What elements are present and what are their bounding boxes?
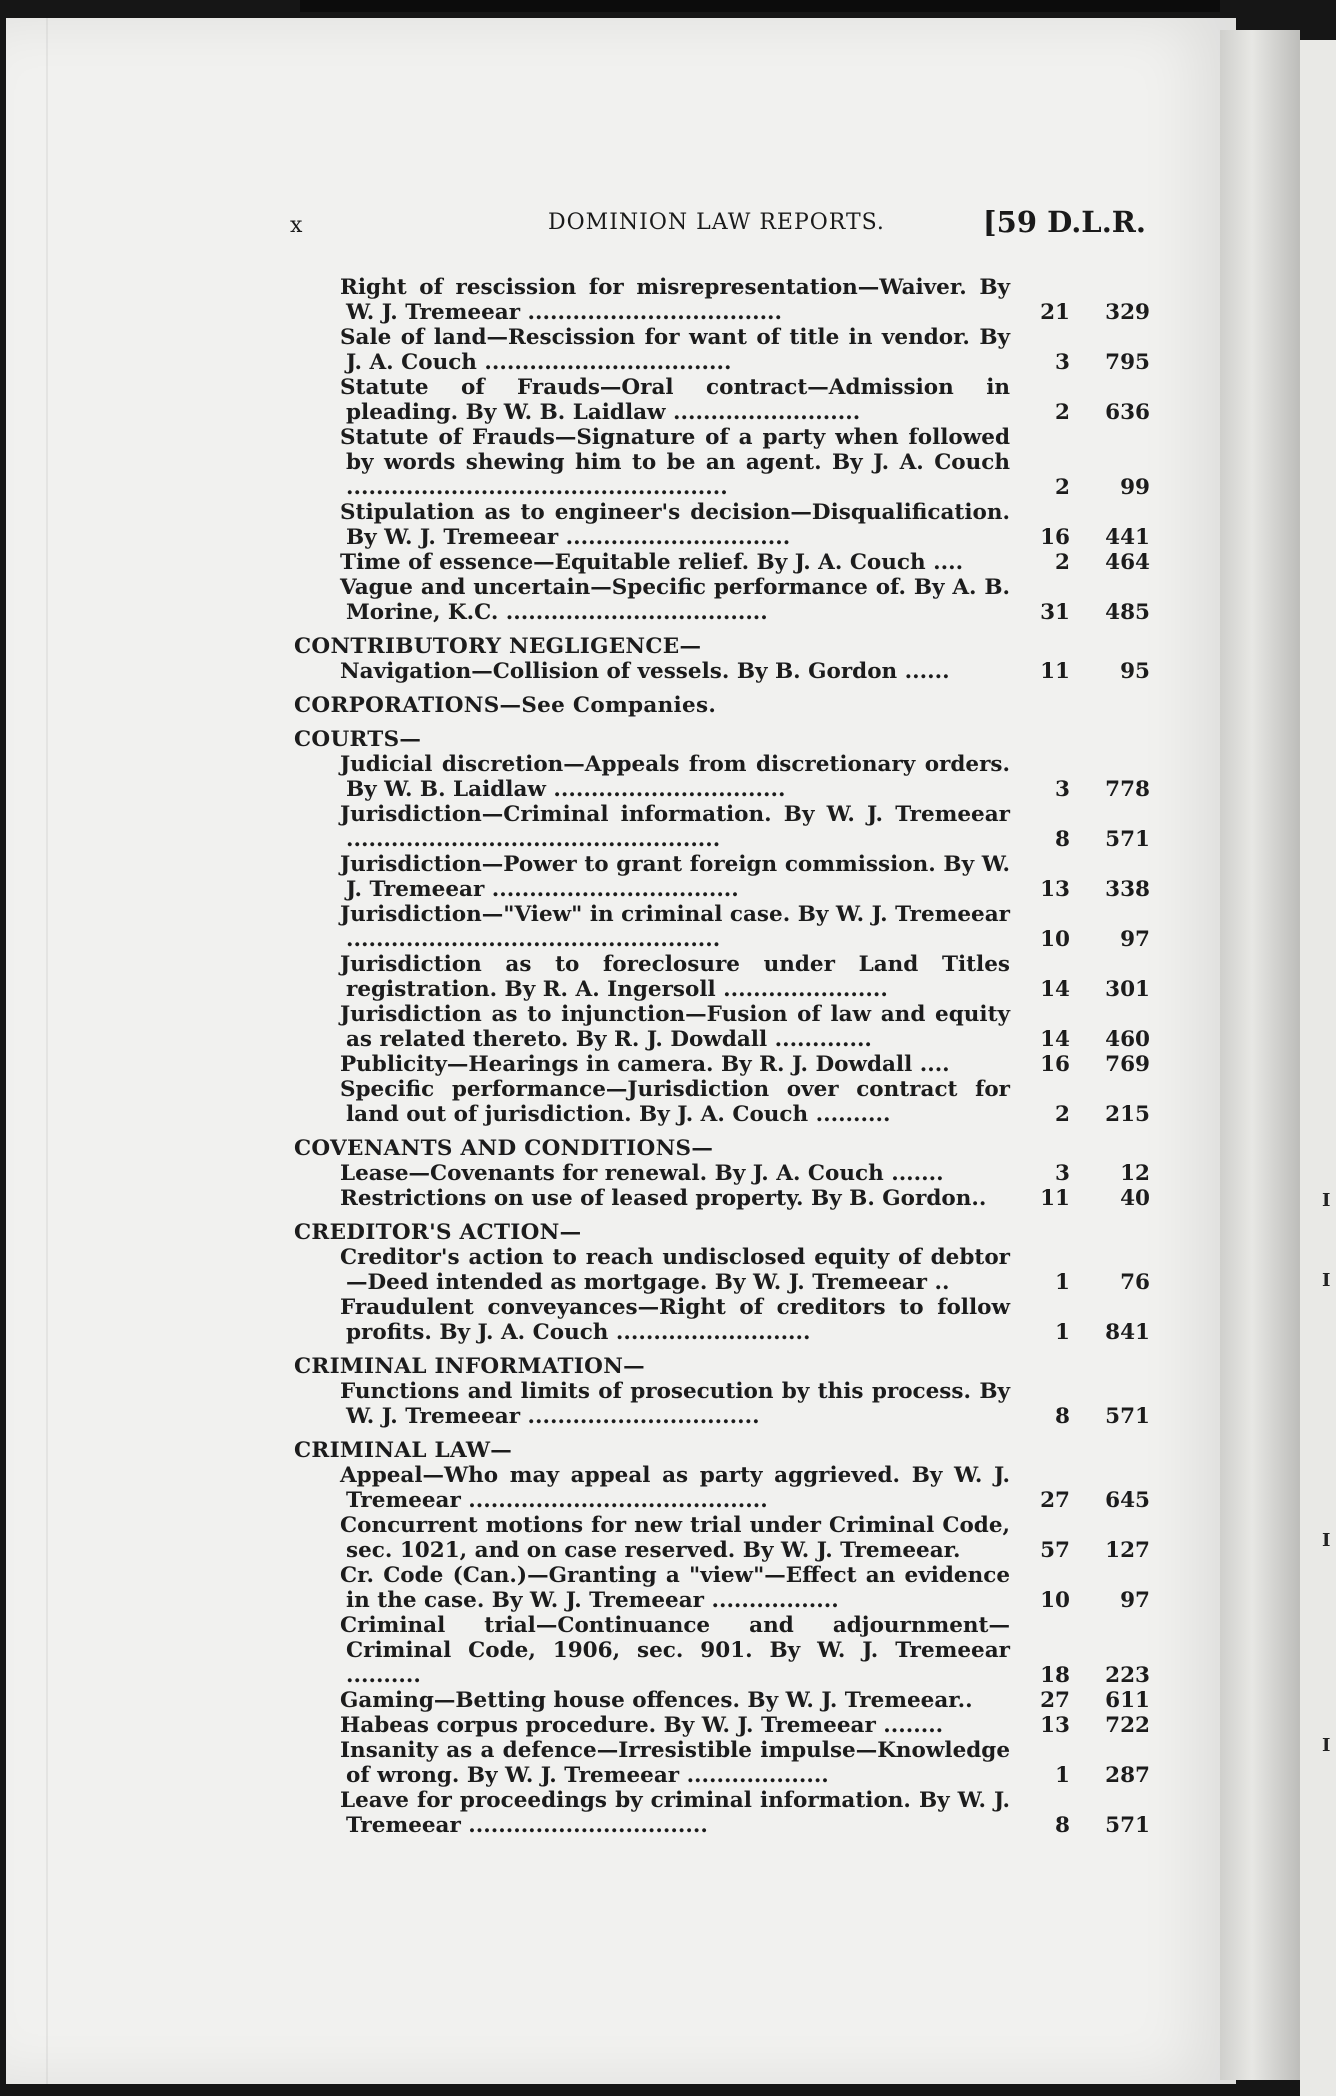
entry-text: Judicial discretion—Appeals from discretionary orders. By W. B. Laidlaw ............................... [340, 752, 1010, 802]
entry-text: Appeal—Who may appeal as party aggrieved. By W. J. Tremeear ........................................ [340, 1463, 1010, 1513]
index-entry [290, 375, 1150, 425]
entry-page: 485 [1105, 600, 1150, 625]
entry-text: Vague and uncertain—Specific performance of. By A. B. Morine, K.C. ................................... [340, 575, 1010, 625]
entry-volume: 2 [1055, 1102, 1070, 1127]
page-edge-shade [46, 18, 48, 2084]
entry-text: Fraudulent conveyances—Right of creditors to follow profits. By J. A. Couch .......................... [340, 1295, 1010, 1345]
index-entry [290, 1245, 1150, 1295]
entry-text: Jurisdiction—Criminal information. By W. J. Tremeear .................................................. [340, 802, 1010, 852]
index-entry [290, 1788, 1150, 1838]
index-entry [290, 1513, 1150, 1563]
entry-page: 645 [1105, 1488, 1150, 1513]
facing-page-letter: I [1322, 1270, 1331, 1291]
index-heading: COVENANTS AND CONDITIONS— [294, 1136, 714, 1161]
entry-text: Publicity—Hearings in camera. By R. J. Dowdall .... [340, 1052, 950, 1077]
index-heading: COURTS— [294, 727, 422, 752]
entry-volume: 3 [1055, 350, 1070, 375]
entry-volume: 2 [1055, 400, 1070, 425]
entry-text: Functions and limits of prosecution by this process. By W. J. Tremeear ............................... [340, 1379, 1010, 1429]
facing-page-edge [1300, 40, 1336, 2096]
index-entry [290, 1077, 1150, 1127]
entry-page: 99 [1120, 475, 1150, 500]
entry-page: 769 [1105, 1052, 1150, 1077]
entry-volume: 13 [1040, 877, 1070, 902]
entry-volume: 2 [1055, 550, 1070, 575]
entry-text: Concurrent motions for new trial under Criminal Code, sec. 1021, and on case reserved. By W. J. Tremeear. [340, 1513, 1010, 1563]
entry-text: Jurisdiction—"View" in criminal case. By W. J. Tremeear .................................................. [340, 902, 1010, 952]
entry-page: 338 [1105, 877, 1150, 902]
running-title: DOMINION LAW REPORTS. [548, 210, 885, 235]
facing-page-letter: I [1322, 1190, 1331, 1211]
entry-text: Stipulation as to engineer's decision—Disqualification. By W. J. Tremeear .............................. [340, 500, 1010, 550]
entry-volume: 57 [1040, 1538, 1070, 1563]
entry-volume: 2 [1055, 475, 1070, 500]
index-entry [290, 1379, 1150, 1429]
page-header [290, 205, 1146, 245]
index-entry [290, 550, 1150, 575]
entry-text: Restrictions on use of leased property. By B. Gordon.. [340, 1186, 987, 1211]
index-heading: CRIMINAL INFORMATION— [294, 1354, 645, 1379]
facing-page-letter: I [1322, 1735, 1331, 1756]
index-entry [290, 425, 1150, 500]
entry-page: 127 [1105, 1538, 1150, 1563]
index-entry [290, 659, 1150, 684]
index-entry [290, 1295, 1150, 1345]
index-entry [290, 802, 1150, 852]
entry-page: 722 [1105, 1713, 1150, 1738]
index-entry [290, 275, 1150, 325]
index-entries [290, 275, 1150, 1838]
index-entry [290, 852, 1150, 902]
entry-volume: 8 [1055, 827, 1070, 852]
entry-page: 441 [1105, 525, 1150, 550]
facing-page-letter: I [1322, 1530, 1331, 1551]
entry-page: 40 [1120, 1186, 1150, 1211]
entry-page: 76 [1120, 1270, 1150, 1295]
entry-text: Right of rescission for misrepresentation—Waiver. By W. J. Tremeear .................................. [340, 275, 1010, 325]
page-folio: x [290, 213, 303, 238]
entry-page: 223 [1105, 1663, 1150, 1688]
entry-page: 611 [1105, 1688, 1150, 1713]
index-entry [290, 1002, 1150, 1052]
index-entry [290, 1613, 1150, 1688]
index-entry [290, 1563, 1150, 1613]
entry-page: 12 [1120, 1161, 1150, 1186]
entry-page: 97 [1120, 927, 1150, 952]
entry-volume: 14 [1040, 977, 1070, 1002]
entry-volume: 1 [1055, 1320, 1070, 1345]
entry-volume: 10 [1040, 927, 1070, 952]
entry-page: 571 [1105, 1813, 1150, 1838]
index-entry [290, 1713, 1150, 1738]
entry-volume: 27 [1040, 1688, 1070, 1713]
entry-volume: 3 [1055, 777, 1070, 802]
index-entry [290, 1738, 1150, 1788]
index-heading: CONTRIBUTORY NEGLIGENCE— [294, 634, 702, 659]
entry-page: 841 [1105, 1320, 1150, 1345]
index-entry [290, 325, 1150, 375]
entry-page: 795 [1105, 350, 1150, 375]
entry-volume: 16 [1040, 1052, 1070, 1077]
entry-text: Time of essence—Equitable relief. By J. A. Couch .... [340, 550, 964, 575]
entry-text: Jurisdiction—Power to grant foreign commission. By W. J. Tremeear ................................. [340, 852, 1010, 902]
index-entry [290, 1463, 1150, 1513]
entry-text: Statute of Frauds—Oral contract—Admission in pleading. By W. B. Laidlaw ......................... [340, 375, 1010, 425]
entry-text: Criminal trial—Continuance and adjournment—Criminal Code, 1906, sec. 901. By W. J. Tremeear .......... [340, 1613, 1010, 1688]
entry-text: Navigation—Collision of vessels. By B. Gordon ...... [340, 659, 950, 684]
entry-volume: 16 [1040, 525, 1070, 550]
volume-label: [59 D.L.R. [982, 205, 1146, 239]
entry-volume: 21 [1040, 300, 1070, 325]
entry-text: Jurisdiction as to injunction—Fusion of law and equity as related thereto. By R. J. Dowdall ............. [340, 1002, 1010, 1052]
entry-page: 571 [1105, 827, 1150, 852]
index-heading: CREDITOR'S ACTION— [294, 1220, 582, 1245]
index-entry [290, 1186, 1150, 1211]
entry-page: 464 [1105, 550, 1150, 575]
index-entry [290, 1161, 1150, 1186]
entry-page: 571 [1105, 1404, 1150, 1429]
entry-text: Lease—Covenants for renewal. By J. A. Couch ....... [340, 1161, 944, 1186]
entry-text: Sale of land—Rescission for want of title in vendor. By J. A. Couch ................................. [340, 325, 1010, 375]
entry-volume: 8 [1055, 1813, 1070, 1838]
entry-page: 329 [1105, 300, 1150, 325]
entry-page: 460 [1105, 1027, 1150, 1052]
entry-volume: 1 [1055, 1763, 1070, 1788]
gutter-shadow [1220, 30, 1300, 2080]
entry-volume: 8 [1055, 1404, 1070, 1429]
index-entry [290, 575, 1150, 625]
entry-page: 215 [1105, 1102, 1150, 1127]
entry-page: 95 [1120, 659, 1150, 684]
entry-text: Leave for proceedings by criminal information. By W. J. Tremeear ................................ [340, 1788, 1010, 1838]
index-entry [290, 1052, 1150, 1077]
entry-volume: 1 [1055, 1270, 1070, 1295]
entry-volume: 27 [1040, 1488, 1070, 1513]
entry-volume: 13 [1040, 1713, 1070, 1738]
entry-text: Jurisdiction as to foreclosure under Land Titles registration. By R. A. Ingersoll ...................... [340, 952, 1010, 1002]
index-entry [290, 952, 1150, 1002]
entry-text: Insanity as a defence—Irresistible impulse—Knowledge of wrong. By W. J. Tremeear ................... [340, 1738, 1010, 1788]
entry-volume: 11 [1040, 1186, 1070, 1211]
entry-text: Gaming—Betting house offences. By W. J. Tremeear.. [340, 1688, 973, 1713]
entry-volume: 11 [1040, 659, 1070, 684]
index-entry [290, 500, 1150, 550]
entry-text: Habeas corpus procedure. By W. J. Tremeear ........ [340, 1713, 944, 1738]
entry-page: 636 [1105, 400, 1150, 425]
entry-volume: 18 [1040, 1663, 1070, 1688]
entry-page: 97 [1120, 1588, 1150, 1613]
index-entry [290, 752, 1150, 802]
entry-volume: 10 [1040, 1588, 1070, 1613]
index-entry [290, 1688, 1150, 1713]
entry-text: Statute of Frauds—Signature of a party when followed by words shewing him to be an agent. By J. A. Couch ................................................... [340, 425, 1010, 500]
index-heading: CORPORATIONS—See Companies. [294, 693, 717, 718]
scan-top-strip [300, 0, 1220, 12]
entry-page: 287 [1105, 1763, 1150, 1788]
entry-volume: 3 [1055, 1161, 1070, 1186]
entry-volume: 31 [1040, 600, 1070, 625]
entry-page: 778 [1105, 777, 1150, 802]
index-heading: CRIMINAL LAW— [294, 1438, 513, 1463]
entry-page: 301 [1105, 977, 1150, 1002]
entry-text: Specific performance—Jurisdiction over contract for land out of jurisdiction. By J. A. Couch .......... [340, 1077, 1010, 1127]
entry-volume: 14 [1040, 1027, 1070, 1052]
index-entry [290, 902, 1150, 952]
entry-text: Cr. Code (Can.)—Granting a "view"—Effect an evidence in the case. By W. J. Tremeear ................. [340, 1563, 1010, 1613]
entry-text: Creditor's action to reach undisclosed equity of debtor—Deed intended as mortgage. By W. J. Tremeear .. [340, 1245, 1010, 1295]
